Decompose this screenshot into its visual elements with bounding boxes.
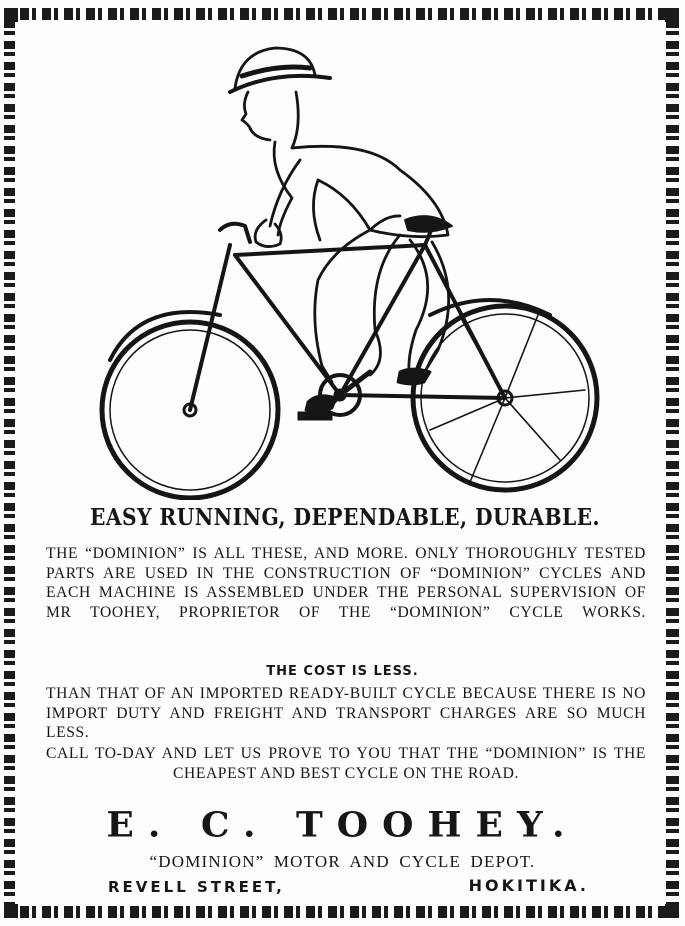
body-paragraph-import-duty: THAN THAT OF AN IMPORTED READY-BUILT CYCLE BECAUSE THERE IS NO IMPORT DUTY AND FREIGHT AND TRANSPORT CHARGES ARE SO MUCH LESS. — [46, 685, 646, 741]
body-paragraph-construction: THE “DOMINION” IS ALL THESE, AND MORE. ONLY THOROUGHLY TESTED PARTS ARE USED IN THE CONSTRUCTION OF “DOMINION” CYCLES AND EACH MACHINE IS ASSEMBLED UNDER THE PERSONAL SUPERVISION OF MR TOOHEY, PROPRIETOR OF THE “DOMINION” CYCLE WORKS. — [46, 545, 646, 621]
subheading-cost: THE COST IS LESS. — [266, 664, 419, 679]
border-corner — [4, 8, 18, 22]
cyclist-riding-bicycle-icon — [70, 30, 610, 500]
body-paragraph-call-to-action: CALL TO-DAY AND LET US PROVE TO YOU THAT THE “DOMINION” IS THE CHEAPEST AND BEST CYCLE ON THE ROAD. — [46, 745, 646, 782]
border-corner — [665, 8, 679, 22]
decorative-border-top — [20, 8, 665, 20]
headline: EASY RUNNING, DEPENDABLE, DURABLE. — [89, 504, 601, 531]
decorative-border-bottom — [20, 906, 665, 918]
border-corner — [4, 904, 18, 918]
street-address: REVELL STREET, — [108, 878, 285, 896]
decorative-border-left — [4, 20, 15, 906]
town-name: HOKITIKA. — [468, 876, 589, 895]
merchant-name: E. C. TOOHEY. — [106, 805, 579, 845]
decorative-border-right — [666, 20, 679, 906]
border-corner — [665, 904, 679, 918]
business-name: “DOMINION” MOTOR AND CYCLE DEPOT. — [149, 852, 536, 871]
